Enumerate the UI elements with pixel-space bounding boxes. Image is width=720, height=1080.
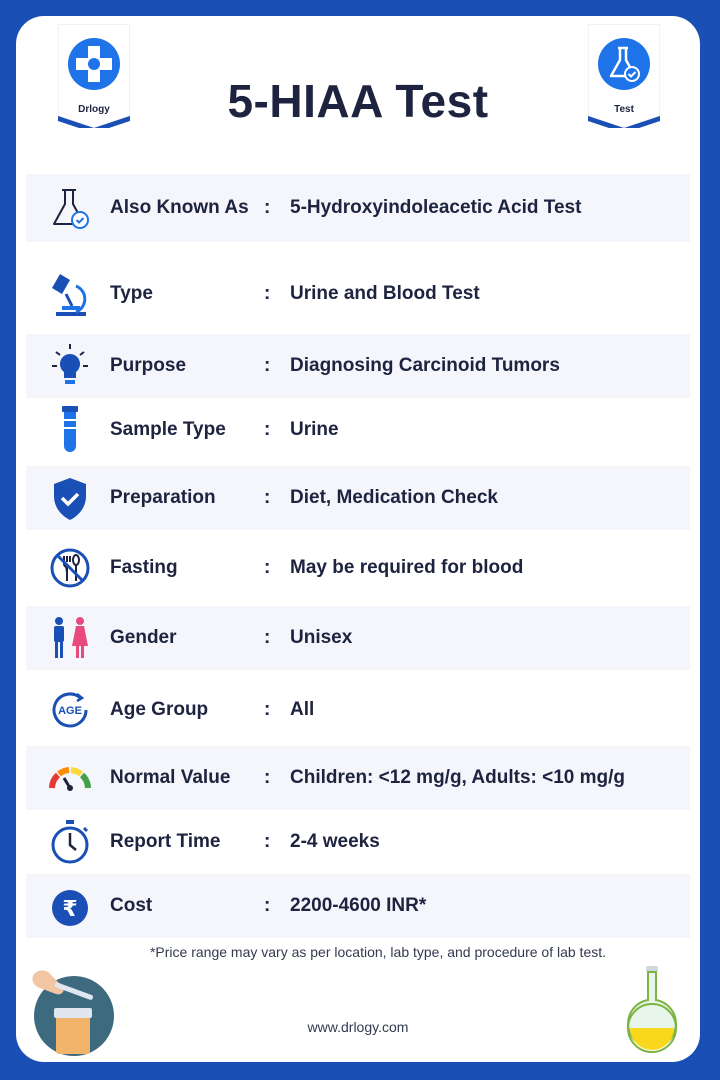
row-type (26, 262, 690, 326)
row-label: Also Known As (110, 197, 249, 218)
urine-sample-illustration (20, 962, 120, 1058)
lightbulb-icon (48, 342, 92, 390)
row-colon: : (264, 283, 271, 304)
row-purpose (26, 334, 690, 398)
row-label: Preparation (110, 487, 216, 508)
row-label: Purpose (110, 355, 187, 376)
shield-check-icon (48, 474, 92, 522)
row-report-time (26, 810, 690, 874)
row-value: May be required for blood (290, 557, 524, 578)
price-footnote: *Price range may vary as per location, lab type, and procedure of lab test. (149, 944, 607, 960)
no-food-icon (48, 544, 92, 592)
test-badge-label: Test (614, 104, 634, 115)
website-link[interactable]: www.drlogy.com (307, 1019, 409, 1035)
rupee-symbol: ₹ (62, 897, 78, 922)
row-value: 2-4 weeks (290, 831, 380, 852)
row-colon: : (264, 355, 271, 376)
row-value: Urine and Blood Test (290, 283, 480, 304)
row-fasting (26, 536, 690, 600)
row-value: All (290, 699, 315, 720)
row-colon: : (264, 767, 271, 788)
flask-check-icon (48, 184, 92, 232)
row-colon: : (264, 487, 271, 508)
row-label: Report Time (110, 831, 221, 852)
test-badge (588, 24, 660, 128)
rupee-icon (48, 882, 92, 930)
age-icon-text: AGE (58, 705, 82, 717)
row-label: Type (110, 283, 153, 304)
microscope-icon (48, 270, 92, 318)
row-also-known-as (26, 174, 690, 242)
row-value: Diet, Medication Check (290, 487, 498, 508)
row-label: Sample Type (110, 419, 226, 440)
row-label: Gender (110, 627, 177, 648)
info-card (16, 16, 700, 1062)
row-colon: : (264, 197, 271, 218)
row-colon: : (264, 627, 271, 648)
row-colon: : (264, 699, 271, 720)
age-icon (48, 686, 92, 734)
row-value: Unisex (290, 627, 353, 648)
row-label: Cost (110, 895, 153, 916)
row-age-group (26, 678, 690, 742)
row-cost (26, 874, 690, 938)
row-colon: : (264, 557, 271, 578)
row-colon: : (264, 895, 271, 916)
row-value: Urine (290, 419, 339, 440)
row-normal-value (26, 746, 690, 810)
male-female-icon (48, 614, 92, 662)
row-sample-type (26, 398, 690, 462)
drlogy-badge-label: Drlogy (78, 104, 110, 115)
row-value: Diagnosing Carcinoid Tumors (290, 355, 560, 376)
row-label: Fasting (110, 557, 178, 578)
row-value: Children: <12 mg/g, Adults: <10 mg/g (290, 767, 626, 788)
row-value: 5-Hydroxyindoleacetic Acid Test (290, 197, 582, 218)
row-value: 2200-4600 INR* (290, 895, 427, 916)
row-preparation (26, 466, 690, 530)
row-colon: : (264, 419, 271, 440)
row-colon: : (264, 831, 271, 852)
flask-illustration (618, 962, 688, 1058)
row-label: Normal Value (110, 767, 231, 788)
row-label: Age Group (110, 699, 209, 720)
page-title: 5-HIAA Test (227, 75, 489, 127)
row-gender (26, 606, 690, 670)
test-tube-icon (48, 406, 92, 454)
gauge-icon (48, 754, 92, 802)
stopwatch-icon (48, 818, 92, 866)
